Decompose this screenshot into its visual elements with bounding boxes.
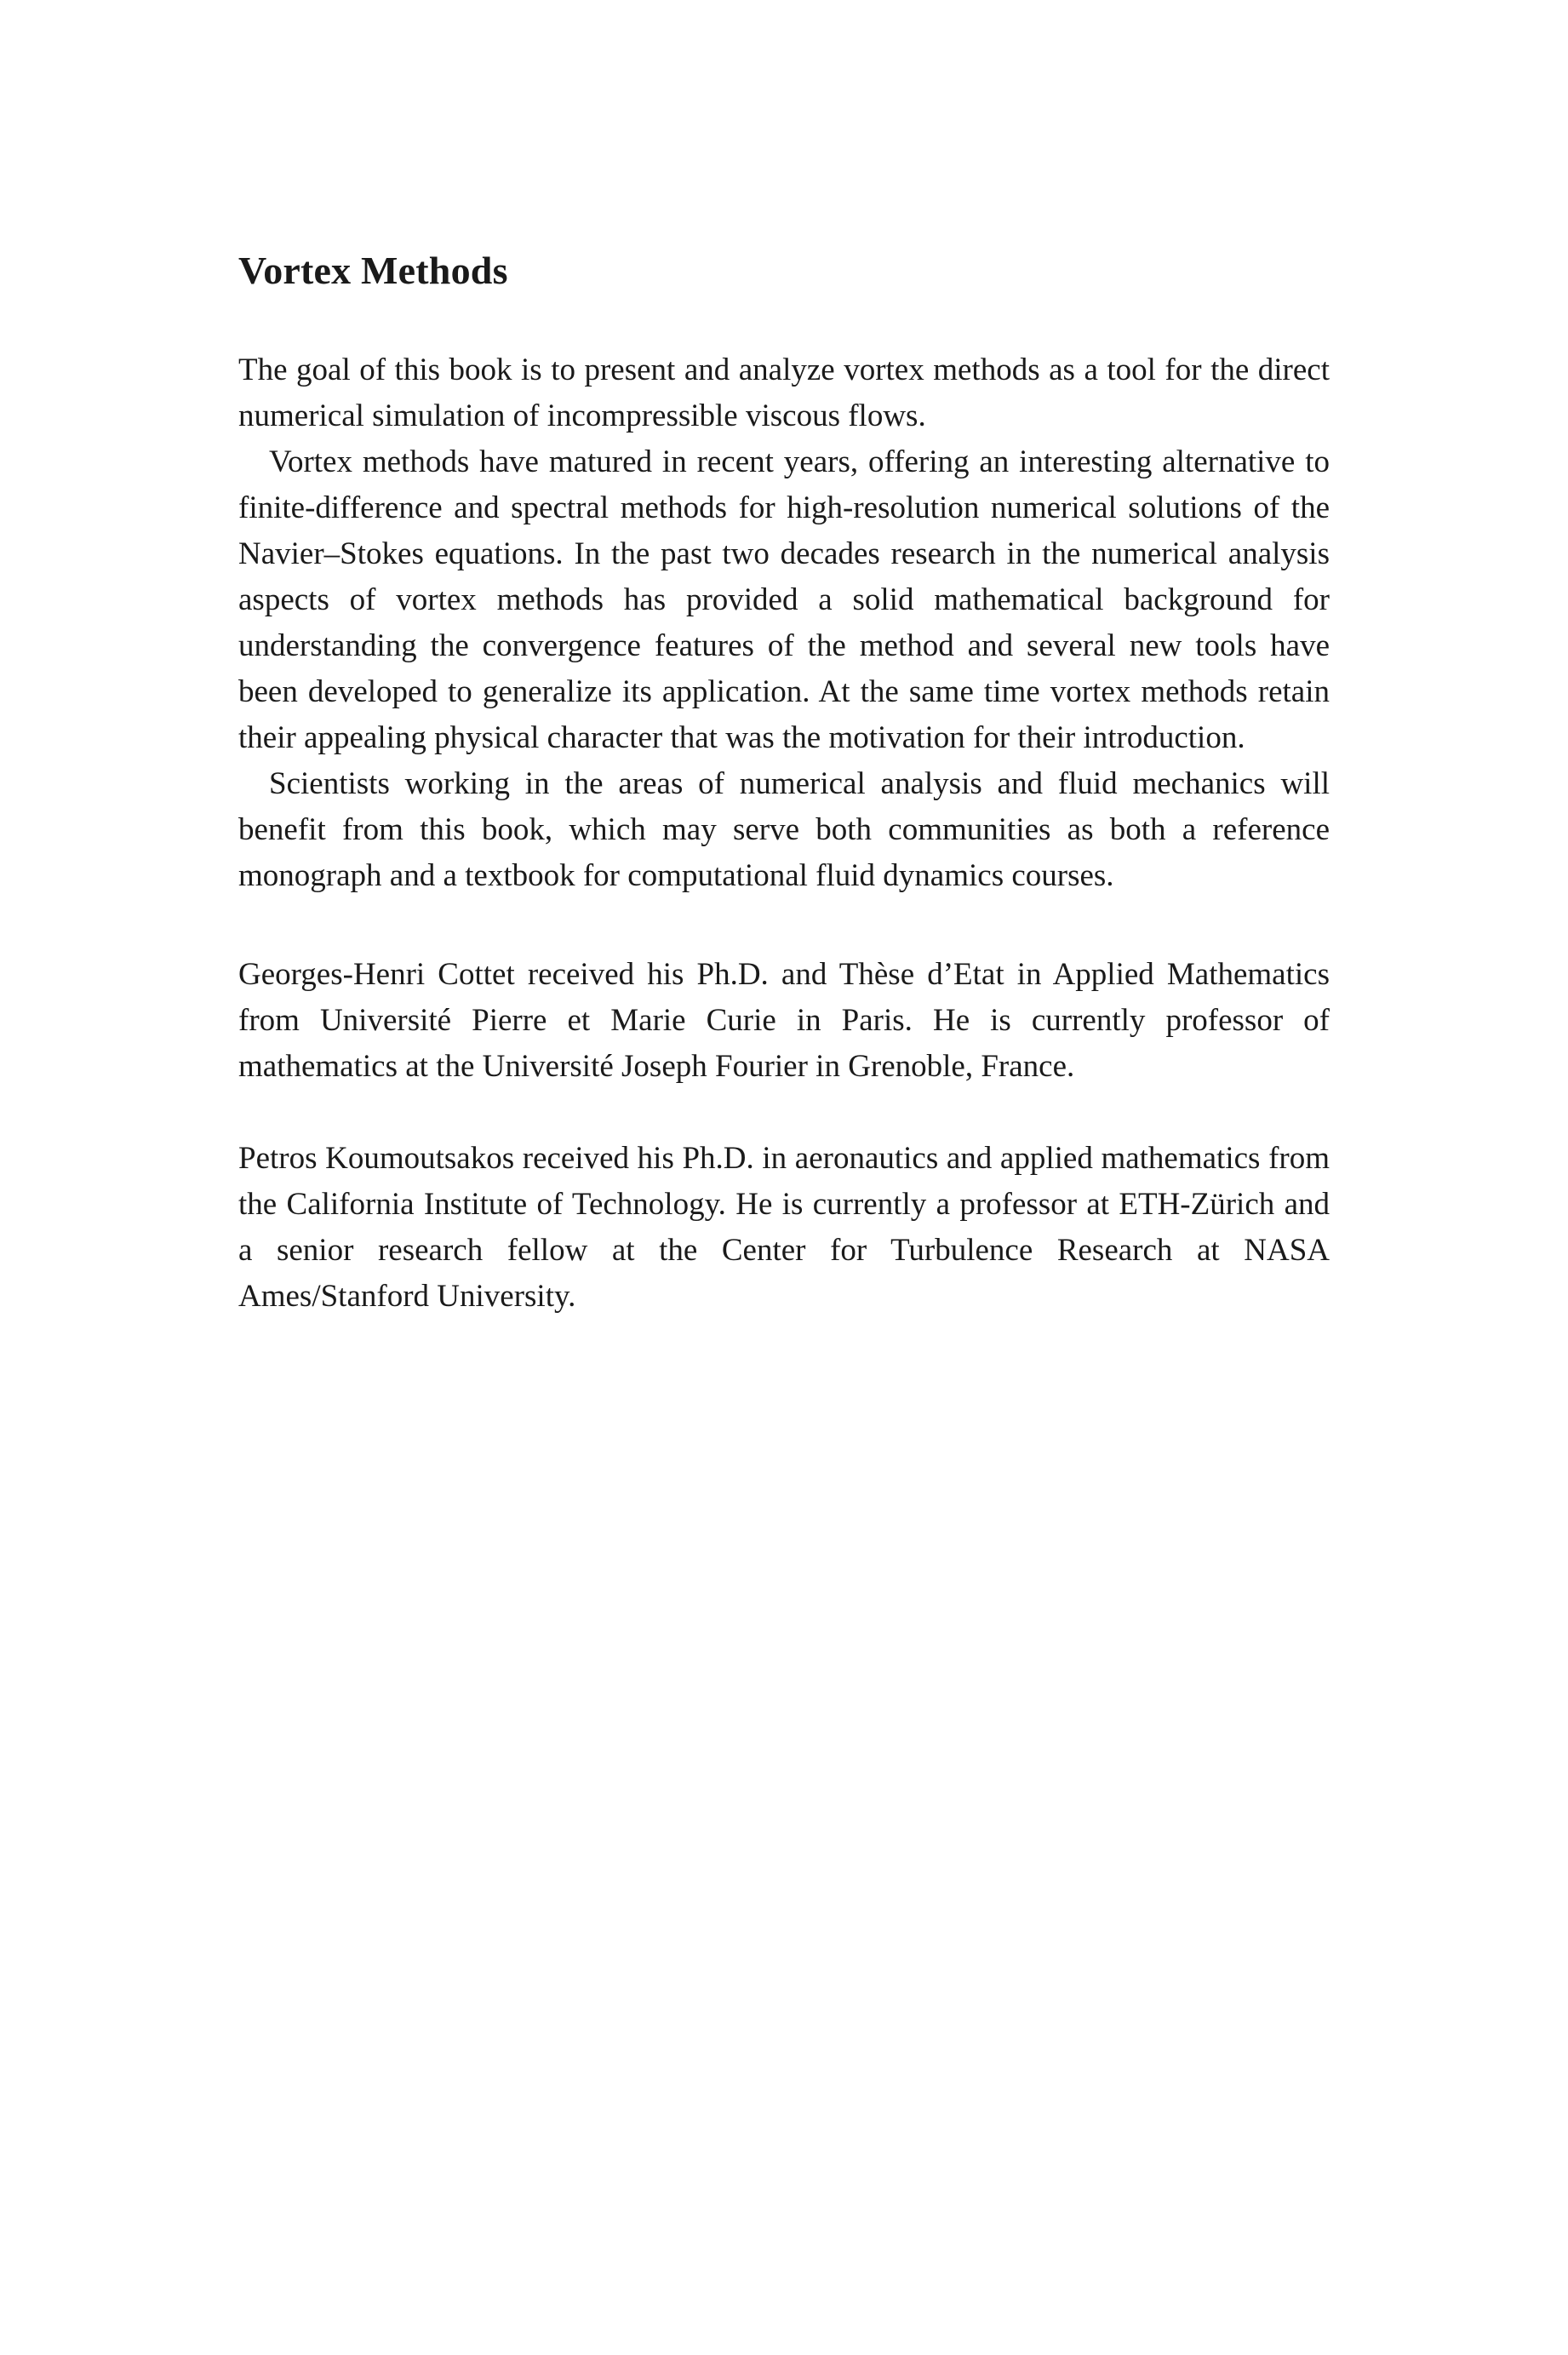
- book-title: Vortex Methods: [238, 249, 508, 292]
- blurb-paragraph-goal: The goal of this book is to present and analyze vortex methods as a tool for the direct numerical simulation of incompressible viscous flows.: [238, 352, 1330, 433]
- blurb-paragraph-methods: Vortex methods have matured in recent years, offering an interesting alternative to finite-difference and spectral methods for high-resolution numerical solutions of the Navier–Stokes equations. In the past two decades research in the numerical analysis aspects of vortex methods has provided a solid mathematical background for understanding the convergence features of the method and several new tools have been developed to generalize its application. At the same time vortex methods retain their appealing physical character that was the motivation for their introduction.: [238, 444, 1330, 755]
- book-blurb: [238, 347, 1330, 899]
- author-bio-cottet-text: Georges-Henri Cottet received his Ph.D. and Thèse d’Etat in Applied Mathematics from Université Pierre et Marie Curie in Paris. He is currently professor of mathematics at the Université Joseph Fourier in Grenoble, France.: [238, 957, 1330, 1084]
- book-description-page: [238, 247, 1330, 1320]
- author-bio-cottet: [238, 952, 1330, 1090]
- author-bio-koumoutsakos: [238, 1136, 1330, 1320]
- blurb-paragraph-audience: Scientists working in the areas of numerical analysis and fluid mechanics will benefit from this book, which may serve both communities as both a reference monograph and a textbook for computational fluid dynamics courses.: [238, 766, 1330, 893]
- author-bio-koumoutsakos-text: Petros Koumoutsakos received his Ph.D. in aeronautics and applied mathematics from the California Institute of Technology. He is currently a professor at ETH-Zürich and a senior research fellow at the Center for Turbulence Research at NASA Ames/Stanford University.: [238, 1141, 1330, 1314]
